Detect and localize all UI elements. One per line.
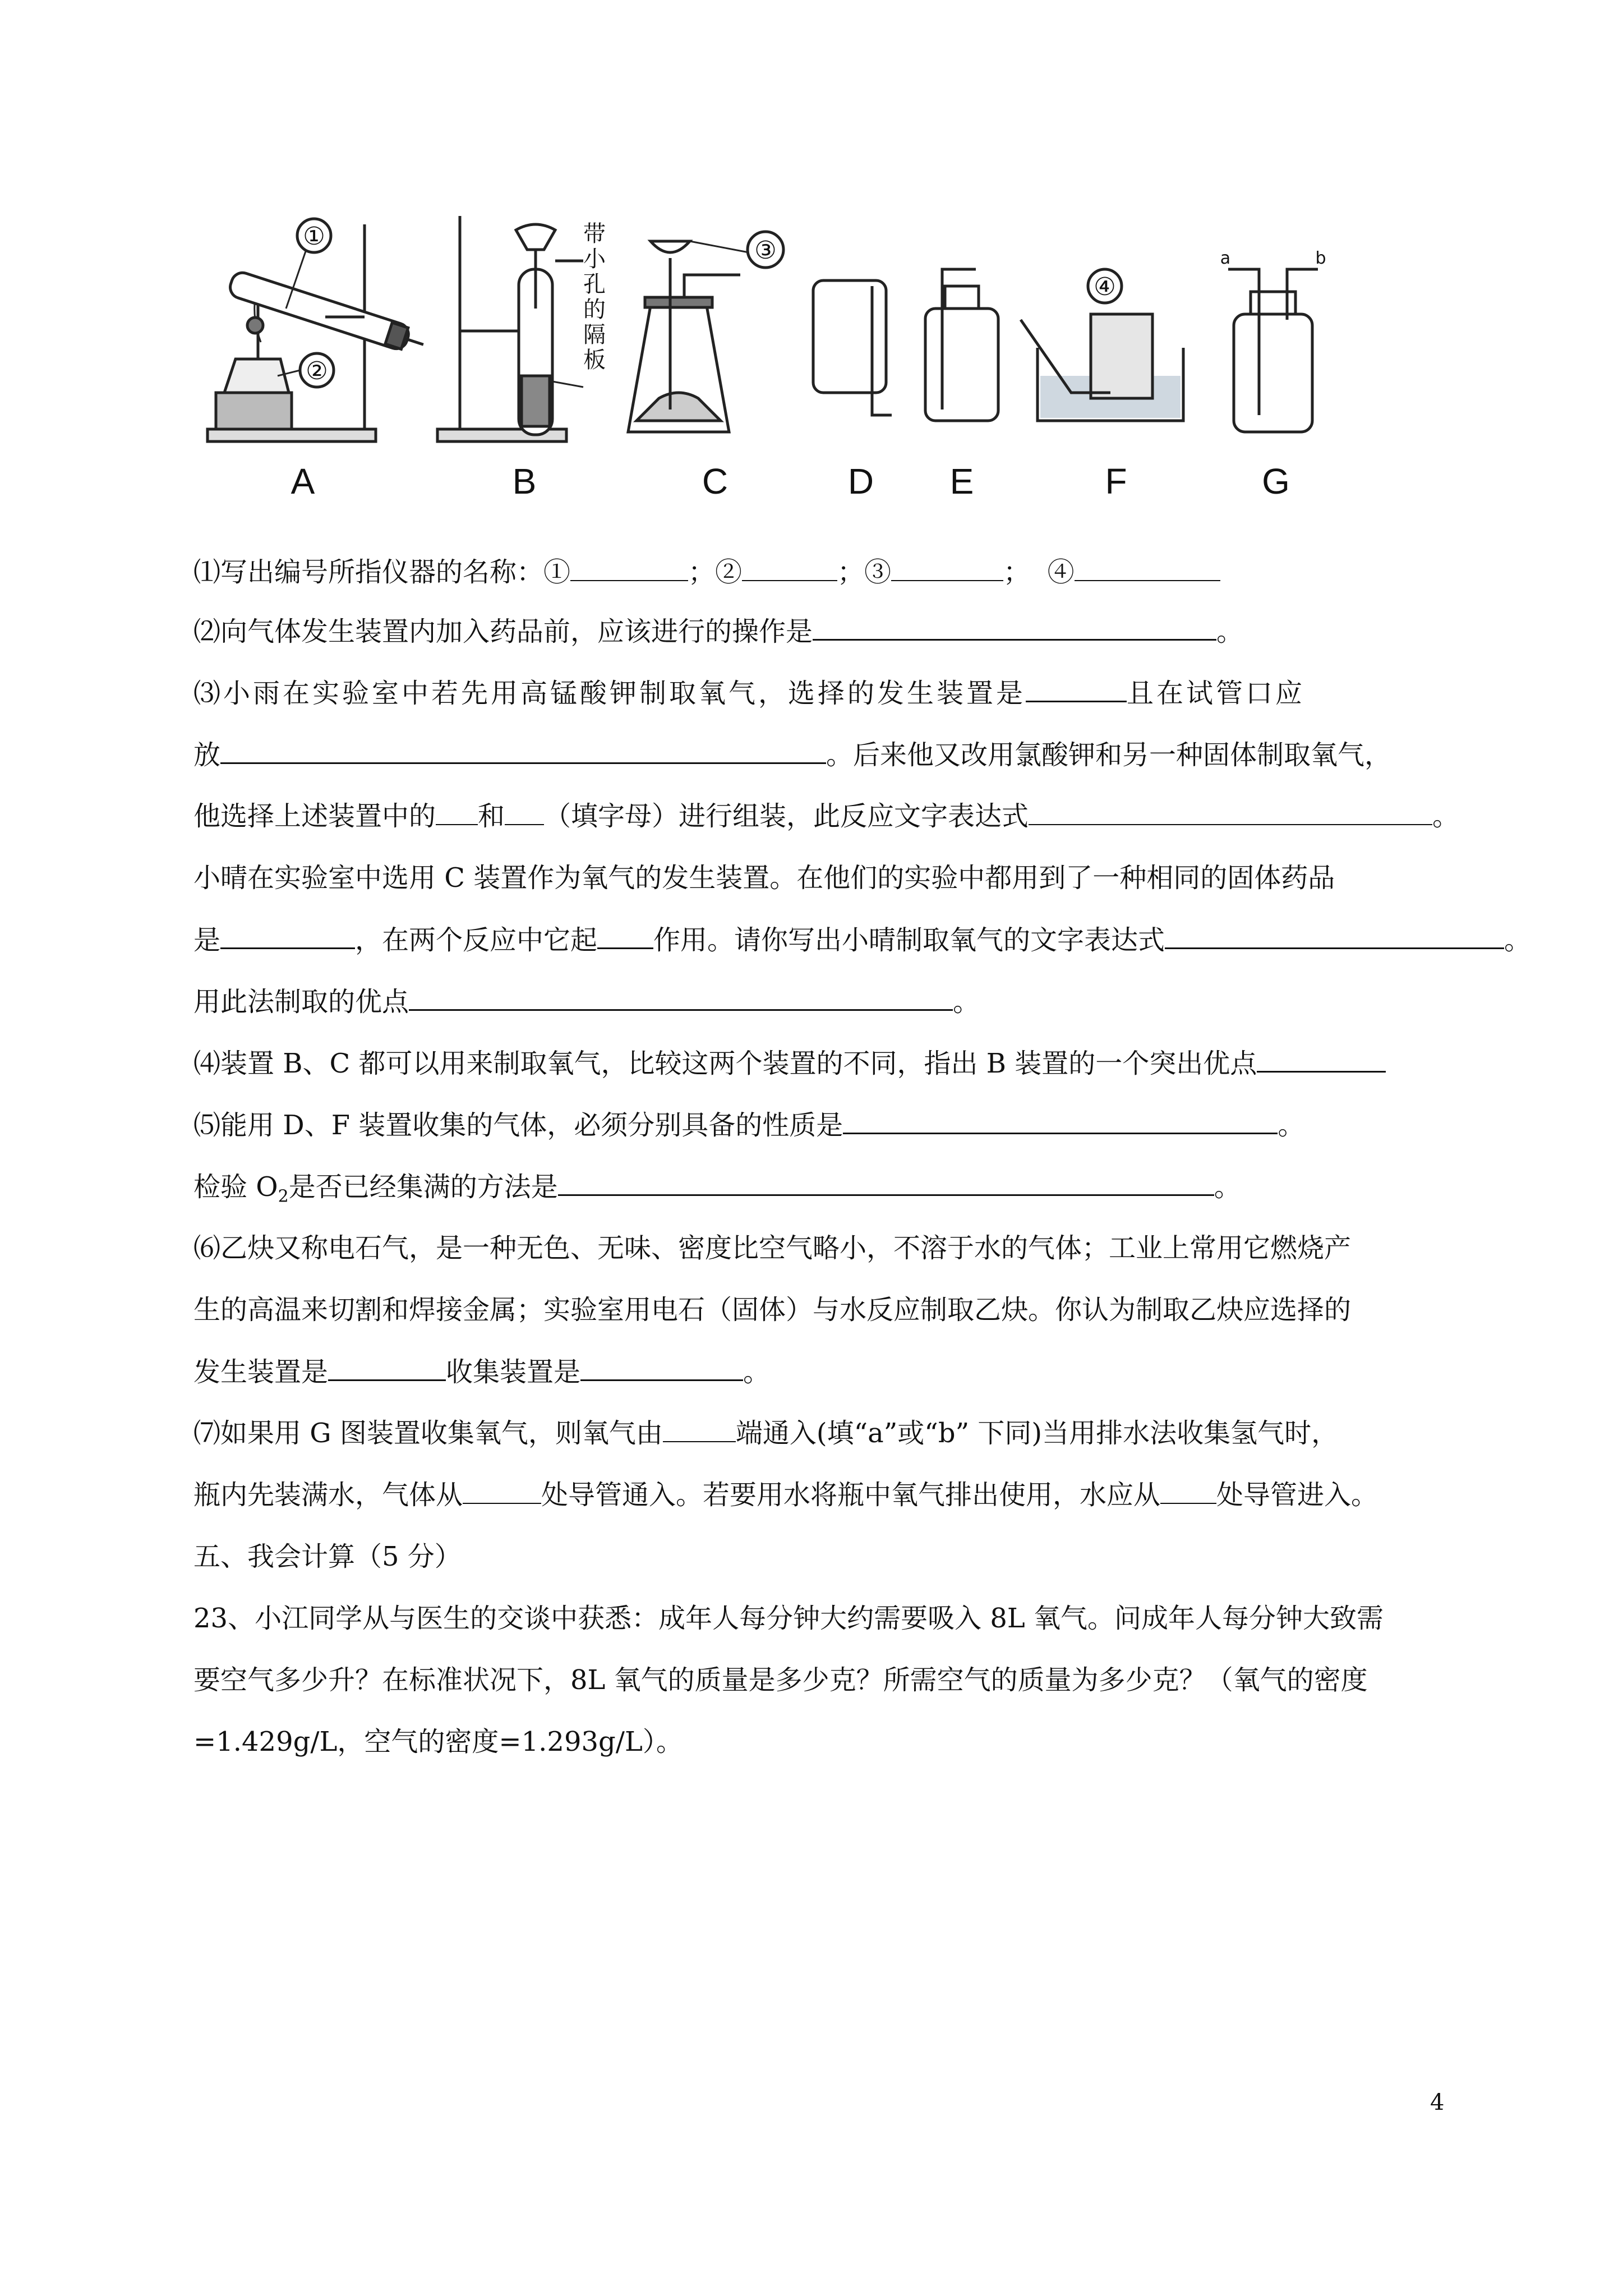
- q23-line-3: =1.429g/L，空气的密度=1.293g/L）。: [193, 1726, 683, 1757]
- q5b-suffix: 。: [1214, 1171, 1241, 1203]
- q3e-blank-3[interactable]: [1165, 923, 1504, 949]
- q5b-prefix: 检验 O: [193, 1171, 278, 1203]
- q2-prefix: ⑵向气体发生装置内加入药品前，应该进行的操作是: [193, 616, 813, 647]
- page-number: 4: [1430, 2090, 1445, 2115]
- q5b-line: [193, 1170, 1241, 1214]
- q3e-mid-1: ，在两个反应中它起: [355, 924, 598, 956]
- q5a-line: [193, 1108, 1304, 1142]
- partition-char-6: 板: [583, 347, 606, 373]
- q2-suffix: 。: [1216, 616, 1244, 647]
- q3b-suffix: 。后来他又改用氯酸钾和另一种固体制取氧气，: [826, 739, 1392, 771]
- q5b-mid: 是否已经集满的方法是: [288, 1171, 558, 1203]
- q1-blank-2[interactable]: [742, 555, 837, 581]
- q23-line-2: 要空气多少升？在标准状况下，8L 氧气的质量是多少克？所需空气的质量为多少克？（氧气的密度: [193, 1664, 1368, 1696]
- q7a-blank[interactable]: [663, 1416, 736, 1442]
- q3c-mid-1: 和: [478, 800, 505, 832]
- q1-line: [193, 555, 1220, 589]
- q7a-line: [193, 1416, 1338, 1450]
- q3b-line: [193, 738, 1391, 772]
- label-G: G: [1262, 461, 1290, 501]
- partition-char-1: 带: [583, 221, 606, 247]
- apparatus-E: [925, 269, 998, 421]
- q6c-mid: 收集装置是: [446, 1356, 581, 1388]
- q3c-blank-3[interactable]: [1029, 799, 1432, 825]
- apparatus-G: [1228, 269, 1318, 432]
- q7b-mid: 处导管通入。若要用水将瓶中氧气排出使用，水应从: [541, 1479, 1161, 1511]
- q3c-prefix: 他选择上述装置中的: [193, 800, 436, 832]
- apparatus-figure: [191, 208, 1357, 510]
- q1-blank-3[interactable]: [891, 555, 1003, 581]
- q6c-line: [193, 1355, 770, 1389]
- q3c-mid-2: （填字母）进行组装，此反应文字表达式: [544, 800, 1029, 832]
- q6c-prefix: 发生装置是: [193, 1356, 329, 1388]
- q3e-line: [193, 923, 1531, 957]
- label-B: B: [512, 461, 537, 501]
- q1-sep-3: ；: [1003, 556, 1031, 588]
- partition-char-3: 孔: [583, 272, 606, 297]
- q3d-text: 小晴在实验室中选用 C 装置作为氧气的发生装置。在他们的实验中都用到了一种相同的固体药品: [193, 862, 1335, 894]
- q1-blank-4[interactable]: [1075, 555, 1220, 581]
- q3e-blank-2[interactable]: [597, 923, 653, 949]
- q5a-blank[interactable]: [843, 1108, 1278, 1134]
- q7b-prefix: 瓶内先装满水，气体从: [193, 1479, 463, 1511]
- q6a-text: ⑹乙炔又称电石气，是一种无色、无味、密度比空气略小，不溶于水的气体；工业上常用它燃烧产: [193, 1232, 1352, 1264]
- marker-4: ④: [1094, 273, 1116, 301]
- marker-1: ①: [303, 222, 325, 251]
- q23-line-1: 23、小江同学从与医生的交谈中获悉：成年人每分钟大约需要吸入 8L 氧气。问成年人每分钟大致需: [193, 1603, 1384, 1634]
- q3f-blank[interactable]: [409, 984, 953, 1011]
- q7b-blank-2[interactable]: [1160, 1478, 1216, 1504]
- q5a-suffix: 。: [1278, 1110, 1305, 1141]
- q3b-prefix: 放: [193, 739, 221, 771]
- q1-blank-1[interactable]: [570, 555, 688, 581]
- q1-sep-2: ；③: [837, 556, 892, 588]
- q3d-line: [193, 861, 1335, 895]
- apparatus-D: [813, 280, 892, 415]
- port-a-label: a: [1220, 249, 1231, 268]
- q3f-prefix: 用此法制取的优点: [193, 986, 409, 1018]
- q5b-subscript: 2: [278, 1186, 289, 1207]
- label-E: E: [949, 461, 974, 501]
- q6c-blank-1[interactable]: [328, 1355, 446, 1381]
- apparatus-A: [208, 219, 427, 441]
- q7a-suffix: 端通入(填“a”或“b” 下同)当用排水法收集氢气时，: [735, 1418, 1339, 1449]
- q6b-line: [193, 1293, 1351, 1327]
- marker-2: ②: [306, 357, 328, 385]
- q4-prefix: ⑷装置 B、C 都可以用来制取氧气，比较这两个装置的不同，指出 B 装置的一个突出优点: [193, 1048, 1257, 1079]
- q6a-line: [193, 1231, 1351, 1265]
- partition-char-5: 隔: [583, 322, 606, 348]
- q2-blank[interactable]: [813, 614, 1216, 641]
- q3a-suffix: 且在试管口应: [1127, 678, 1306, 709]
- q4-line: [193, 1046, 1386, 1080]
- partition-char-2: 小: [583, 246, 606, 272]
- q7b-blank-1[interactable]: [463, 1478, 541, 1504]
- label-C: C: [702, 461, 728, 501]
- q3e-mid-2: 作用。请你写出小晴制取氧气的文字表达式: [653, 924, 1165, 956]
- marker-3: ③: [754, 236, 777, 265]
- partition-caption: [583, 221, 606, 373]
- q3e-suffix: 。: [1504, 924, 1532, 956]
- section5-title: 五、我会计算（5 分）: [193, 1541, 462, 1572]
- q3c-line: [193, 799, 1459, 833]
- apparatus-B: [437, 216, 583, 441]
- q3c-blank-1[interactable]: [436, 799, 478, 825]
- q7b-suffix: 处导管进入。: [1216, 1479, 1378, 1511]
- q7b-line: [193, 1478, 1378, 1512]
- q6c-blank-2[interactable]: [580, 1355, 743, 1381]
- partition-char-4: 的: [583, 297, 606, 323]
- q6b-text: 生的高温来切割和焊接金属；实验室用电石（固体）与水反应制取乙炔。你认为制取乙炔应选择的: [193, 1294, 1352, 1326]
- q5b-blank[interactable]: [558, 1170, 1214, 1196]
- label-D: D: [847, 461, 874, 501]
- port-b-label: b: [1315, 249, 1326, 268]
- q1-sep-1: ；②: [688, 556, 743, 588]
- q2-line: [193, 614, 1243, 648]
- q3c-blank-2[interactable]: [505, 799, 544, 825]
- label-F: F: [1105, 461, 1127, 501]
- q3e-prefix: 是: [193, 924, 221, 956]
- q1-sep-4: ④: [1047, 556, 1075, 588]
- q7a-prefix: ⑺如果用 G 图装置收集氧气，则氧气由: [193, 1418, 663, 1449]
- q3a-prefix: ⑶小雨在实验室中若先用高锰酸钾制取氧气，选择的发生装置是: [193, 678, 1026, 709]
- q5a-prefix: ⑸能用 D、F 装置收集的气体，必须分别具备的性质是: [193, 1110, 843, 1141]
- q3c-suffix: 。: [1432, 800, 1460, 832]
- q3f-line: [193, 984, 980, 1019]
- q4-blank[interactable]: [1257, 1046, 1386, 1073]
- q1-prefix: ⑴写出编号所指仪器的名称：①: [193, 556, 571, 588]
- label-A: A: [291, 461, 315, 501]
- q3e-blank-1[interactable]: [220, 923, 355, 949]
- q6c-suffix: 。: [743, 1356, 771, 1388]
- q3a-line: [193, 676, 1305, 710]
- q3a-blank[interactable]: [1026, 676, 1127, 702]
- q3f-suffix: 。: [953, 986, 980, 1018]
- q3b-blank[interactable]: [220, 738, 826, 764]
- apparatus-diagram: [191, 208, 1357, 510]
